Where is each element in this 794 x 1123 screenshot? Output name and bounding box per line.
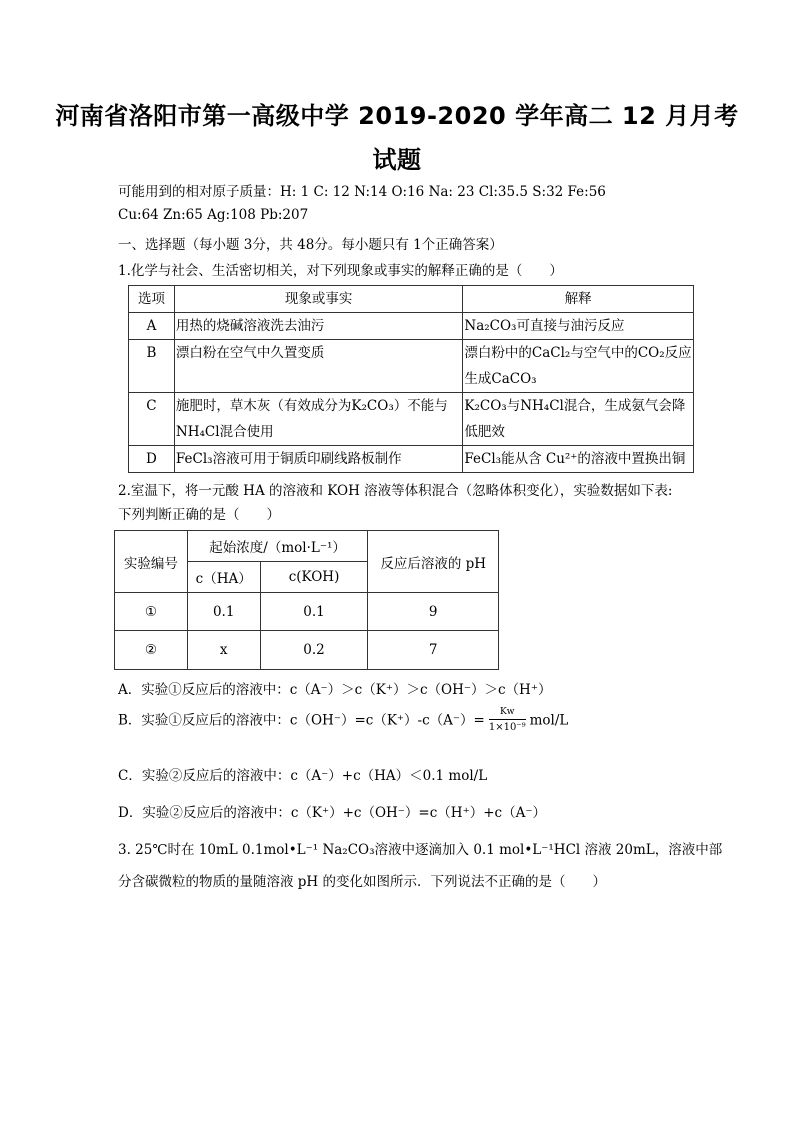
row-fact: 施肥时，草木灰（有效成分为K₂CO₃）不能与NH₄Cl混合使用 [174,393,462,446]
fraction-denominator: 1×10⁻⁹ [488,722,526,733]
table-row [115,631,499,670]
section-heading: 一、选择题（每小题 3分，共 48分。每小题只有 1个正确答案） [118,237,503,253]
q2-option-d: D．实验②反应后的溶液中：c（K⁺）+c（OH⁻）=c（H⁺）+c（A⁻） [118,805,546,821]
q2-option-c: C．实验②反应后的溶液中：c（A⁻）+c（HA）＜0.1 mol/L [118,768,488,784]
row-option: A [129,313,175,340]
table-row [115,593,499,631]
q2-table [114,530,499,670]
q2-option-b [118,706,568,736]
fraction-numerator: Kw [489,706,526,720]
exam-title: 河南省洛阳市第一高级中学 2019-2020 学年高二 12 月月考 [55,102,739,130]
header-c-koh: c(KOH) [260,562,368,593]
table-row [129,446,694,473]
row-ph: 9 [368,593,499,631]
q2-option-a: A．实验①反应后的溶液中：c（A⁻）＞c（K⁺）＞c（OH⁻）＞c（H⁺） [118,682,552,698]
exam-title-line2: 试题 [372,146,422,174]
header-ph: 反应后溶液的 pH [368,531,499,593]
q3-stem-line2: 分含碳微粒的物质的量随溶液 pH 的变化如图所示．下列说法不正确的是（ ） [118,874,606,890]
table-row [129,393,694,446]
row-explanation: FeCl₃能从含 Cu²⁺的溶液中置换出铜 [463,446,694,473]
row-c-ha: x [187,631,260,670]
atomic-mass-line1: 可能用到的相对原子质量：H: 1 C: 12 N:14 O:16 Na: 23 Cl:35.5 S:32 Fe:56 [118,184,606,200]
row-fact: FeCl₃溶液可用于铜质印刷线路板制作 [174,446,462,473]
row-ph: 7 [368,631,499,670]
row-option: C [129,393,175,446]
row-explanation: Na₂CO₃可直接与油污反应 [463,313,694,340]
row-fact: 用热的烧碱溶液洗去油污 [174,313,462,340]
header-exp-no: 实验编号 [115,531,188,593]
q2-option-b-text: B．实验①反应后的溶液中：c（OH⁻）=c（K⁺）-c（A⁻）= [118,712,485,729]
row-option: D [129,446,175,473]
row-exp-no: ① [115,593,188,631]
atomic-mass-line2: Cu:64 Zn:65 Ag:108 Pb:207 [118,207,309,223]
row-c-koh: 0.2 [260,631,368,670]
table-row [129,313,694,340]
q2-stem: 2.室温下，将一元酸 HA 的溶液和 KOH 溶液等体积混合（忽略体积变化），实验数据如下表: [118,483,673,499]
q1-stem: 1.化学与社会、生活密切相关，对下列现象或事实的解释正确的是（ ） [118,263,563,279]
header-fact: 现象或事实 [174,286,462,313]
table-header-row [129,286,694,313]
row-option: B [129,340,175,393]
row-c-koh: 0.1 [260,593,368,631]
row-exp-no: ② [115,631,188,670]
q2-stem-line2: 下列判断正确的是（ ） [118,507,280,523]
header-c-ha: c（HA） [187,562,260,593]
table-row [129,340,694,393]
header-explanation: 解释 [463,286,694,313]
q2-option-b-unit: mol/L [529,712,569,729]
header-initial-conc: 起始浓度/（mol·L⁻¹） [187,531,368,562]
row-fact: 漂白粉在空气中久置变质 [174,340,462,393]
q3-stem: 3. 25℃时在 10mL 0.1mol•L⁻¹ Na₂CO₃溶液中逐滴加入 0.1 mol•L⁻¹HCl 溶液 20mL，溶液中部 [118,842,723,858]
row-explanation: K₂CO₃与NH₄Cl混合，生成氨气会降低肥效 [463,393,694,446]
header-option: 选项 [129,286,175,313]
q1-table [128,285,694,473]
row-explanation: 漂白粉中的CaCl₂与空气中的CO₂反应生成CaCO₃ [463,340,694,393]
table-header-row [115,531,499,562]
row-c-ha: 0.1 [187,593,260,631]
kw-fraction [489,706,526,736]
